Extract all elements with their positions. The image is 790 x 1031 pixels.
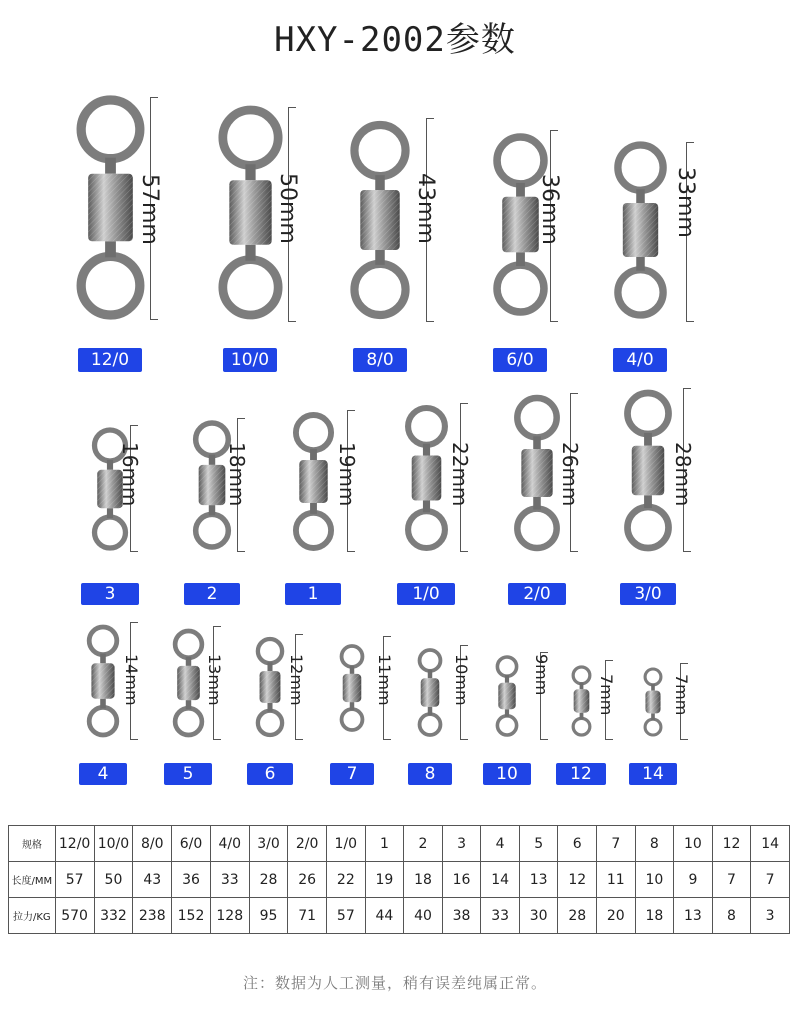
length-cell: 36 xyxy=(172,862,211,898)
size-badge: 10/0 xyxy=(223,348,277,372)
length-cell: 9 xyxy=(674,862,713,898)
size-cell: 6/0 xyxy=(172,826,211,862)
dimension-label: 14mm xyxy=(122,654,142,706)
dimension-label: 43mm xyxy=(413,172,439,244)
row-label-size: 规格 xyxy=(9,826,56,862)
length-cell: 18 xyxy=(404,862,443,898)
size-cell: 3 xyxy=(442,826,481,862)
length-cell: 7 xyxy=(712,862,751,898)
size-cell: 4/0 xyxy=(210,826,249,862)
tension-cell: 238 xyxy=(133,898,172,934)
swivel-image xyxy=(568,662,595,740)
swivel-image xyxy=(414,645,446,740)
tension-cell: 20 xyxy=(597,898,636,934)
tension-cell: 57 xyxy=(326,898,365,934)
swivel-image xyxy=(620,388,676,553)
size-cell: 8/0 xyxy=(133,826,172,862)
length-cell: 57 xyxy=(55,862,94,898)
tension-cell: 33 xyxy=(481,898,520,934)
dimension-label: 19mm xyxy=(335,442,359,507)
size-cell: 8 xyxy=(635,826,674,862)
dimension-label: 36mm xyxy=(537,173,563,245)
dimension-label: 18mm xyxy=(225,442,249,507)
page-title: HXY-2002参数 xyxy=(274,20,516,60)
length-cell: 7 xyxy=(751,862,790,898)
tension-cell: 38 xyxy=(442,898,481,934)
tension-cell: 44 xyxy=(365,898,404,934)
size-badge: 14 xyxy=(629,763,677,785)
spec-row-length xyxy=(9,862,790,898)
spec-row-tension xyxy=(9,898,790,934)
size-badge: 3 xyxy=(81,583,139,605)
tension-cell: 332 xyxy=(94,898,133,934)
tension-cell: 40 xyxy=(404,898,443,934)
length-cell: 13 xyxy=(519,862,558,898)
size-badge: 8/0 xyxy=(353,348,407,372)
length-cell: 12 xyxy=(558,862,597,898)
spec-table xyxy=(8,825,790,934)
size-cell: 2 xyxy=(404,826,443,862)
dimension-label: 7mm xyxy=(597,674,617,716)
size-cell: 12 xyxy=(712,826,751,862)
swivel-image xyxy=(83,622,123,740)
size-badge: 1 xyxy=(285,583,341,605)
size-badge: 4/0 xyxy=(613,348,667,372)
size-cell: 1/0 xyxy=(326,826,365,862)
dimension-label: 57mm xyxy=(137,173,163,245)
size-badge: 12 xyxy=(556,763,606,785)
dimension-label: 16mm xyxy=(118,442,142,507)
size-badge: 2/0 xyxy=(508,583,566,605)
length-cell: 10 xyxy=(635,862,674,898)
swivel-image xyxy=(346,120,414,320)
row-label-tension: 拉力/KG xyxy=(9,898,56,934)
size-cell: 10 xyxy=(674,826,713,862)
dimension-label: 50mm xyxy=(275,172,301,244)
tension-cell: 18 xyxy=(635,898,674,934)
dimension-label: 13mm xyxy=(205,654,225,706)
tension-cell: 13 xyxy=(674,898,713,934)
size-cell: 6 xyxy=(558,826,597,862)
length-cell: 14 xyxy=(481,862,520,898)
length-cell: 26 xyxy=(288,862,327,898)
dimension-label: 12mm xyxy=(287,654,307,706)
swivel-image xyxy=(640,664,666,740)
swivel-image xyxy=(510,393,564,553)
dimension-label: 9mm xyxy=(532,654,552,696)
row-label-length: 长度/MM xyxy=(9,862,56,898)
size-badge: 12/0 xyxy=(78,348,142,372)
tension-cell: 8 xyxy=(712,898,751,934)
tension-cell: 570 xyxy=(55,898,94,934)
size-cell: 12/0 xyxy=(55,826,94,862)
size-badge: 8 xyxy=(408,763,452,785)
size-badge: 5 xyxy=(164,763,212,785)
size-badge: 3/0 xyxy=(620,583,676,605)
size-badge: 4 xyxy=(79,763,127,785)
tension-cell: 3 xyxy=(751,898,790,934)
dimension-label: 26mm xyxy=(558,442,582,507)
size-badge: 7 xyxy=(330,763,374,785)
size-badge: 1/0 xyxy=(397,583,455,605)
length-cell: 11 xyxy=(597,862,636,898)
footnote: 注：数据为人工测量，稍有误差纯属正常。 xyxy=(242,974,547,992)
length-cell: 33 xyxy=(210,862,249,898)
dimension-label: 28mm xyxy=(671,442,695,507)
dimension-label: 10mm xyxy=(452,654,472,706)
swivel-image xyxy=(289,410,338,553)
size-badge: 10 xyxy=(483,763,531,785)
swivel-image xyxy=(401,403,452,553)
swivel-image xyxy=(492,652,522,740)
size-cell: 2/0 xyxy=(288,826,327,862)
tension-cell: 30 xyxy=(519,898,558,934)
size-cell: 14 xyxy=(751,826,790,862)
length-cell: 22 xyxy=(326,862,365,898)
size-cell: 4 xyxy=(481,826,520,862)
tension-cell: 152 xyxy=(172,898,211,934)
tension-cell: 128 xyxy=(210,898,249,934)
swivel-image xyxy=(252,634,288,740)
dimension-label: 11mm xyxy=(375,654,395,706)
size-cell: 3/0 xyxy=(249,826,288,862)
spec-row-size xyxy=(9,826,790,862)
length-cell: 19 xyxy=(365,862,404,898)
size-badge: 2 xyxy=(184,583,240,605)
length-cell: 16 xyxy=(442,862,481,898)
tension-cell: 71 xyxy=(288,898,327,934)
dimension-label: 33mm xyxy=(673,166,699,238)
size-cell: 10/0 xyxy=(94,826,133,862)
swivel-image xyxy=(336,641,368,735)
tension-cell: 95 xyxy=(249,898,288,934)
swivel-image xyxy=(169,626,208,740)
length-cell: 50 xyxy=(94,862,133,898)
dimension-label: 7mm xyxy=(672,674,692,716)
size-badge: 6 xyxy=(247,763,293,785)
tension-cell: 28 xyxy=(558,898,597,934)
dimension-label: 22mm xyxy=(448,442,472,507)
size-cell: 1 xyxy=(365,826,404,862)
size-badge: 6/0 xyxy=(493,348,547,372)
length-cell: 43 xyxy=(133,862,172,898)
size-cell: 7 xyxy=(597,826,636,862)
swivel-image xyxy=(610,140,671,320)
size-cell: 5 xyxy=(519,826,558,862)
length-cell: 28 xyxy=(249,862,288,898)
